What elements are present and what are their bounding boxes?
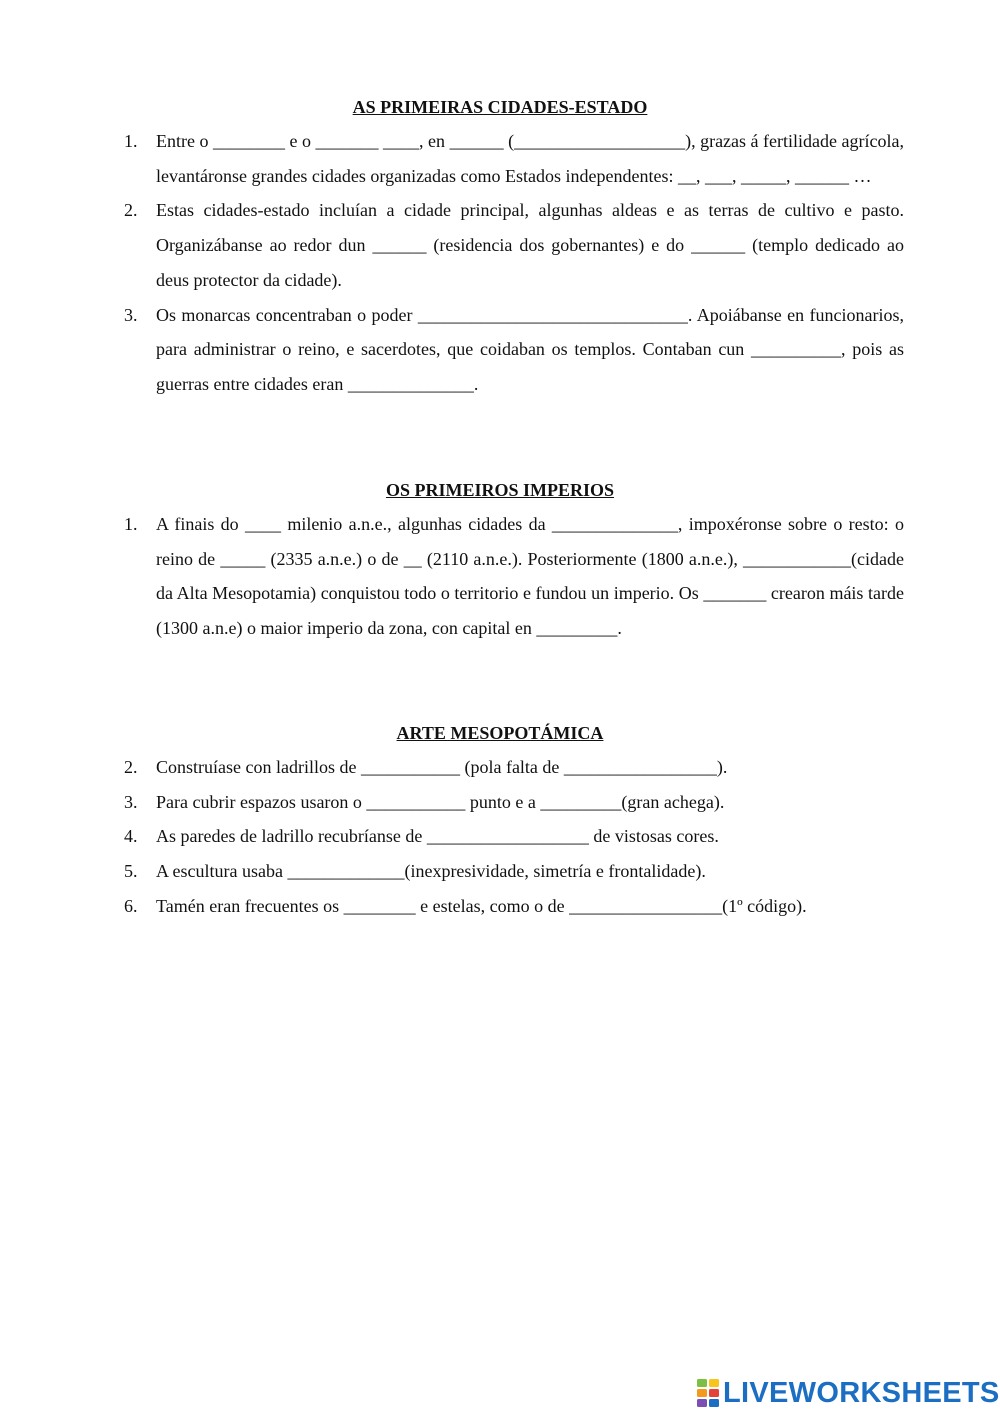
liveworksheets-logo [697,1377,1000,1409]
item-number: 1. [124,131,138,151]
section-title-cidades-estado: AS PRIMEIRAS CIDADES-ESTADO [352,97,648,117]
list-primeiros-imperios [124,507,904,646]
brand-part-live: LIVE [723,1377,789,1409]
liveworksheets-logo-icon [697,1379,719,1407]
item-number: 3. [124,304,138,325]
section-title-primeiros-imperios: OS PRIMEIROS IMPERIOS [385,480,615,500]
liveworksheets-logo-text [723,1377,1000,1409]
list-item [124,193,904,297]
brand-part-worksheets: WORKSHEETS [788,1377,1000,1409]
section-title-arte-mesopotamica: ARTE MESOPOTÁMICA [396,723,604,743]
list-item [124,750,904,785]
item-text: A finais do ____ milenio a.n.e., algunhas cidades da ______________, impoxéronse sobre o resto: o reino de _____ (2335 a.n.e.) o de __ (2110 a.n.e.). Posteriormente (1800 a.n.e.), ____________(cidade da Alta Mesopotamia) conquistou todo o territorio e fundou un imperio. Os _______ crearon máis tarde (1300 a.n.e) o maior imperio da zona, con capital en _________. [156,514,904,639]
item-number: 5. [124,861,138,882]
list-cidades-estado [124,124,904,402]
item-text: Para cubrir espazos usaron o ___________ punto e a _________(gran achega). [156,791,725,812]
list-item [124,785,904,820]
list-item [124,124,904,193]
list-item [124,819,904,854]
item-number: 1. [124,514,138,534]
item-text: Os monarcas concentraban o poder ______________________________. Apoiábanse en funcionarios, para administrar o reino, e sacerdotes, que coidaban os templos. Contaban cun __________, pois as guerras entre cidades eran ______________. [156,304,904,394]
item-text: Estas cidades-estado incluían a cidade principal, algunhas aldeas e as terras de cultivo e pasto. Organizábanse ao redor dun ______ (residencia dos gobernantes) e do ______ (templo dedicado ao deus protector da cidade). [156,200,904,290]
item-text: As paredes de ladrillo recubríanse de __________________ de vistosas cores. [156,826,719,847]
item-number: 4. [124,826,138,847]
list-arte-mesopotamica [124,750,904,924]
list-item [124,507,904,646]
item-number: 3. [124,791,138,812]
item-text: A escultura usaba _____________(inexpresividade, simetría e frontalidade). [156,861,706,882]
list-item [124,889,904,924]
item-text: Construíase con ladrillos de ___________ (pola falta de _________________). [156,757,728,777]
item-number: 2. [124,200,138,221]
item-number: 2. [124,757,138,777]
item-number: 6. [124,895,138,916]
item-text: Tamén eran frecuentes os ________ e estelas, como o de _________________(1º código). [156,895,807,916]
list-item [124,854,904,889]
item-text: Entre o ________ e o _______ ____, en ______ (___________________), grazas á fertilidade agrícola, levantáronse grandes cidades organizadas como Estados independentes: __, ___, _____, ______ … [156,131,904,186]
list-item [124,298,904,402]
